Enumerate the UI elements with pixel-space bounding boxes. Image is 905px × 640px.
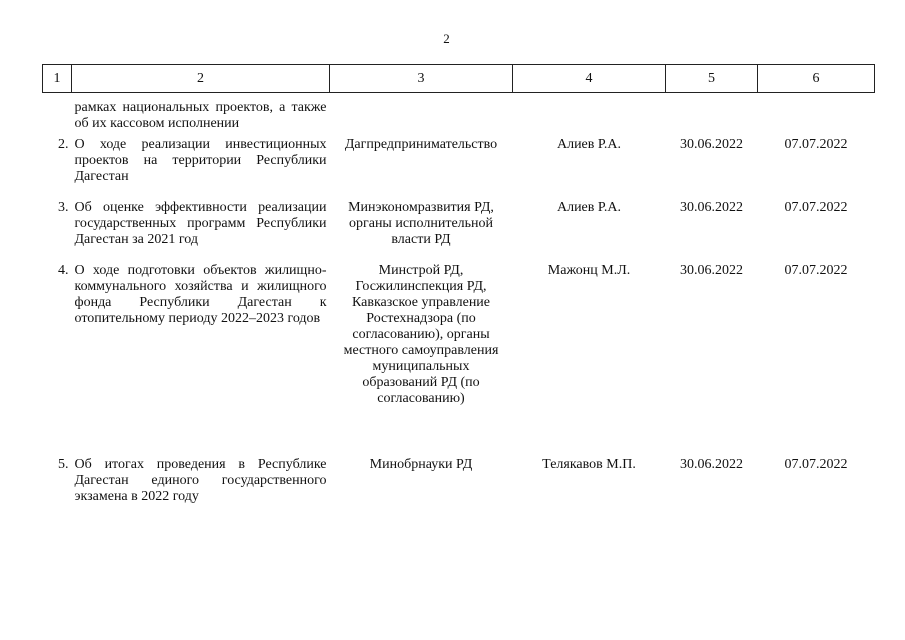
column-header-1: 1 — [43, 65, 72, 93]
row-date-submit: 30.06.2022 — [680, 200, 743, 215]
row-date-review: 07.07.2022 — [784, 200, 848, 215]
column-header-4: 4 — [513, 65, 666, 93]
row-number: 4. — [58, 263, 69, 278]
row-executor: Минэкономразвития РД, органы исполнительной власти РД — [348, 200, 494, 247]
row-date-submit: 30.06.2022 — [680, 137, 743, 152]
row-topic: О ходе реализации инвестиционных проектов на территории Республики Дагестан — [74, 137, 327, 184]
column-header-6: 6 — [758, 65, 875, 93]
row-number: 5. — [58, 457, 69, 472]
page-number: 2 — [443, 31, 450, 46]
row-executor: Минстрой РД, Госжилинспекция РД, Кавказское управление Ростехнадзора (по согласованию), органы местного самоуправления муниципальных образований РД (по согласованию) — [343, 263, 499, 406]
row-date-review: 07.07.2022 — [784, 457, 848, 472]
column-header-5: 5 — [666, 65, 758, 93]
row-executor: Дагпредпринимательство — [344, 137, 498, 152]
row-topic: Об итогах проведения в Республике Дагестан единого государственного экзамена в 2022 году — [74, 457, 327, 504]
row-responsible: Телякавов М.П. — [542, 457, 636, 472]
row-responsible: Алиев Р.А. — [556, 200, 622, 215]
row-number: 2. — [58, 137, 69, 152]
table-row — [43, 263, 875, 457]
row-date-submit: 30.06.2022 — [680, 457, 743, 472]
row-number: 3. — [58, 200, 69, 215]
row-topic: О ходе подготовки объектов жилищно-коммунального хозяйства и жилищного фонда Республики Дагестан к отопительному периоду 2022–2023 годов — [74, 263, 327, 326]
table-row — [43, 137, 875, 200]
row-date-submit: 30.06.2022 — [680, 263, 743, 278]
table-row — [43, 200, 875, 263]
plan-table — [42, 64, 875, 517]
column-header-3: 3 — [330, 65, 513, 93]
table-row — [43, 457, 875, 517]
table-row-continuation — [43, 93, 875, 138]
row-executor: Минобрнауки РД — [369, 457, 473, 472]
row-responsible: Алиев Р.А. — [556, 137, 622, 152]
continuation-text: рамках национальных проектов, а также об их кассовом исполнении — [74, 100, 327, 131]
row-responsible: Мажонц М.Л. — [547, 263, 631, 278]
row-topic: Об оценке эффективности реализации государственных программ Республики Дагестан за 2021 год — [74, 200, 327, 247]
column-header-2: 2 — [72, 65, 330, 93]
row-date-review: 07.07.2022 — [784, 137, 848, 152]
row-date-review: 07.07.2022 — [784, 263, 848, 278]
header-row — [43, 65, 875, 93]
